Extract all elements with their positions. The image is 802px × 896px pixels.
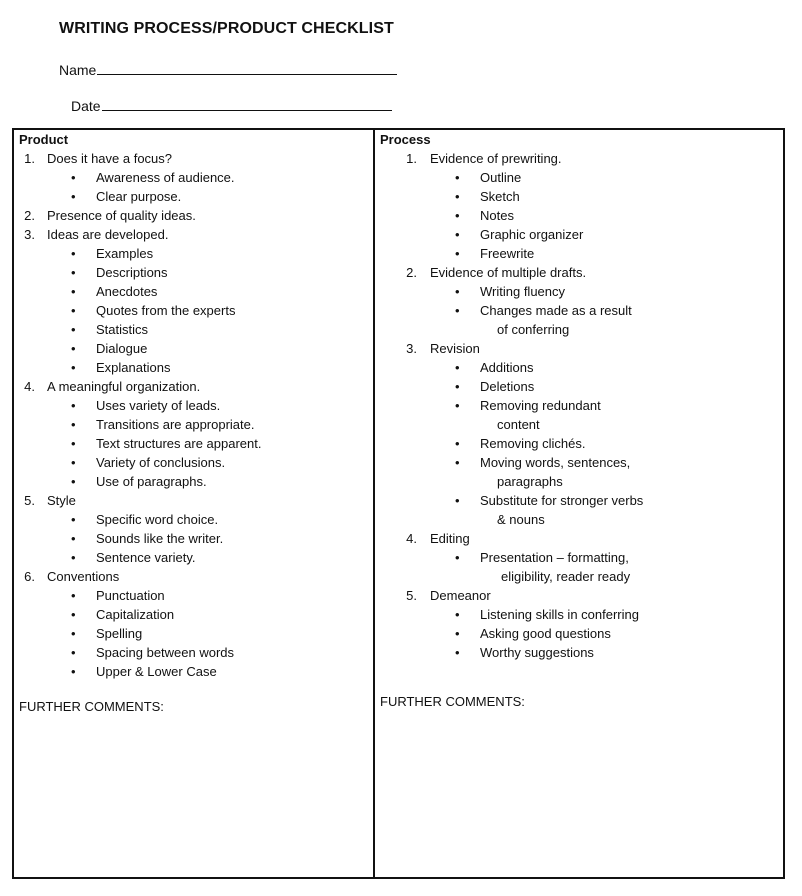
list-item: • Graphic organizer bbox=[455, 227, 584, 242]
date-underline[interactable] bbox=[102, 96, 392, 111]
list-item-continuation: & nouns bbox=[497, 512, 545, 527]
name-label: Name bbox=[59, 62, 97, 78]
process-item-4: 4. Editing bbox=[406, 531, 470, 546]
list-item: • Spelling bbox=[71, 626, 143, 641]
list-item: • Deletions bbox=[455, 379, 535, 394]
bullet-icon: • bbox=[455, 455, 460, 470]
bullet-icon: • bbox=[455, 379, 460, 394]
date-field[interactable] bbox=[71, 96, 392, 114]
list-item: • Statistics bbox=[71, 322, 149, 337]
bullet-icon: • bbox=[455, 360, 460, 375]
list-item: • Punctuation bbox=[71, 588, 165, 603]
list-item: • Moving words, sentences, bbox=[455, 455, 631, 470]
product-column bbox=[19, 131, 369, 681]
bullet-icon: • bbox=[71, 341, 76, 356]
list-item: • Awareness of audience. bbox=[71, 170, 235, 185]
product-item-5: 5. Style bbox=[24, 493, 76, 508]
list-item-continuation: paragraphs bbox=[497, 474, 563, 489]
list-item: • Anecdotes bbox=[71, 284, 158, 299]
list-item-continuation: content bbox=[497, 417, 540, 432]
list-item: • Sounds like the writer. bbox=[71, 531, 224, 546]
bullet-icon: • bbox=[71, 284, 76, 299]
bullet-icon: • bbox=[71, 607, 76, 622]
page-title: WRITING PROCESS/PRODUCT CHECKLIST bbox=[59, 20, 394, 37]
process-item-3: 3. Revision bbox=[406, 341, 480, 356]
process-heading: Process bbox=[380, 132, 431, 147]
bullet-icon: • bbox=[455, 303, 460, 318]
bullet-icon: • bbox=[455, 436, 460, 451]
process-item-1: 1. Evidence of prewriting. bbox=[406, 151, 562, 166]
list-item: • Worthy suggestions bbox=[455, 645, 594, 660]
list-item: • Additions bbox=[455, 360, 534, 375]
bullet-icon: • bbox=[71, 512, 76, 527]
list-item: • Presentation – formatting, bbox=[455, 550, 629, 565]
bullet-icon: • bbox=[71, 246, 76, 261]
bullet-icon: • bbox=[455, 607, 460, 622]
list-item: • Capitalization bbox=[71, 607, 175, 622]
bullet-icon: • bbox=[455, 550, 460, 565]
list-item: • Listening skills in conferring bbox=[455, 607, 639, 622]
list-item: • Writing fluency bbox=[455, 284, 566, 299]
list-item: • Clear purpose. bbox=[71, 189, 182, 204]
product-heading: Product bbox=[19, 132, 69, 147]
list-item: • Descriptions bbox=[71, 265, 168, 280]
bullet-icon: • bbox=[455, 189, 460, 204]
list-item: • Uses variety of leads. bbox=[71, 398, 221, 413]
list-item: • Notes bbox=[455, 208, 514, 223]
bullet-icon: • bbox=[71, 626, 76, 641]
list-item: • Asking good questions bbox=[455, 626, 611, 641]
list-item: • Sentence variety. bbox=[71, 550, 196, 565]
bullet-icon: • bbox=[71, 664, 76, 679]
list-item: • Explanations bbox=[71, 360, 171, 375]
list-item: • Changes made as a result bbox=[455, 303, 632, 318]
bullet-icon: • bbox=[71, 436, 76, 451]
list-item: • Specific word choice. bbox=[71, 512, 219, 527]
product-item-4: 4. A meaningful organization. bbox=[24, 379, 201, 394]
product-item-2: 2. Presence of quality ideas. bbox=[24, 208, 196, 223]
bullet-icon: • bbox=[71, 303, 76, 318]
list-item: • Sketch bbox=[455, 189, 520, 204]
list-item: • Transitions are appropriate. bbox=[71, 417, 255, 432]
bullet-icon: • bbox=[455, 170, 460, 185]
list-item: • Removing clichés. bbox=[455, 436, 586, 451]
list-item: • Dialogue bbox=[71, 341, 148, 356]
bullet-icon: • bbox=[455, 626, 460, 641]
list-item-continuation: of conferring bbox=[497, 322, 570, 337]
bullet-icon: • bbox=[455, 645, 460, 660]
name-field[interactable] bbox=[59, 60, 397, 78]
bullet-icon: • bbox=[71, 322, 76, 337]
list-item: • Quotes from the experts bbox=[71, 303, 236, 318]
bullet-icon: • bbox=[455, 208, 460, 223]
bullet-icon: • bbox=[71, 474, 76, 489]
list-item: • Variety of conclusions. bbox=[71, 455, 226, 470]
list-item: • Substitute for stronger verbs bbox=[455, 493, 644, 508]
bullet-icon: • bbox=[71, 455, 76, 470]
list-item: • Upper & Lower Case bbox=[71, 664, 217, 679]
process-item-2: 2. Evidence of multiple drafts. bbox=[406, 265, 587, 280]
bullet-icon: • bbox=[71, 417, 76, 432]
bullet-icon: • bbox=[455, 227, 460, 242]
list-item: • Outline bbox=[455, 170, 522, 185]
list-item: • Examples bbox=[71, 246, 154, 261]
column-divider bbox=[373, 129, 375, 879]
bullet-icon: • bbox=[71, 531, 76, 546]
bullet-icon: • bbox=[455, 493, 460, 508]
product-comments-label: FURTHER COMMENTS: bbox=[19, 699, 164, 714]
product-item-1: 1. Does it have a focus? bbox=[24, 151, 173, 166]
bullet-icon: • bbox=[71, 265, 76, 280]
bullet-icon: • bbox=[71, 360, 76, 375]
product-item-3: 3. Ideas are developed. bbox=[24, 227, 169, 242]
list-item: • Freewrite bbox=[455, 246, 535, 261]
bullet-icon: • bbox=[71, 550, 76, 565]
list-item: • Use of paragraphs. bbox=[71, 474, 207, 489]
process-comments-label: FURTHER COMMENTS: bbox=[380, 694, 525, 709]
list-item-continuation: eligibility, reader ready bbox=[501, 569, 631, 584]
list-item: • Spacing between words bbox=[71, 645, 235, 660]
date-label: Date bbox=[71, 98, 101, 114]
bullet-icon: • bbox=[455, 398, 460, 413]
bullet-icon: • bbox=[455, 246, 460, 261]
bullet-icon: • bbox=[71, 170, 76, 185]
list-item: • Text structures are apparent. bbox=[71, 436, 262, 451]
bullet-icon: • bbox=[71, 189, 76, 204]
list-item: • Removing redundant bbox=[455, 398, 601, 413]
bullet-icon: • bbox=[71, 398, 76, 413]
process-column bbox=[380, 131, 780, 662]
process-item-5: 5. Demeanor bbox=[406, 588, 491, 603]
bullet-icon: • bbox=[71, 645, 76, 660]
bullet-icon: • bbox=[455, 284, 460, 299]
bullet-icon: • bbox=[71, 588, 76, 603]
name-underline[interactable] bbox=[97, 60, 397, 75]
product-item-6: 6. Conventions bbox=[24, 569, 120, 584]
